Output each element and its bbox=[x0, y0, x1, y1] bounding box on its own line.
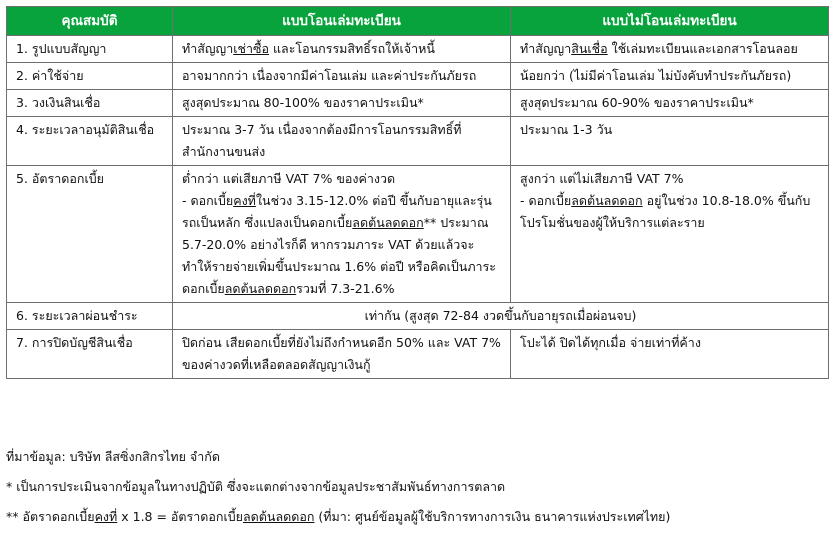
comparison-table bbox=[6, 6, 829, 379]
cell-text: และโอนกรรมสิทธิ์รถให้เจ้าหนี้ bbox=[269, 41, 435, 56]
cell-text: ทำสัญญา bbox=[182, 41, 234, 56]
cell-paragraph bbox=[182, 190, 501, 300]
header-transfer: แบบโอนเล่มทะเบียน bbox=[173, 7, 511, 36]
row-transfer-cell bbox=[173, 36, 511, 63]
row-transfer-cell: อาจมากกว่า เนื่องจากมีค่าโอนเล่ม และค่าประกันภัยรถ bbox=[173, 63, 511, 90]
underlined-term: ลดต้นลดดอก bbox=[352, 215, 424, 230]
table-row bbox=[7, 90, 829, 117]
header-feature: คุณสมบัติ bbox=[7, 7, 173, 36]
cell-text: อยู่ในช่วง 10.8-18.0% ขึ้นกับโปรโมชั่นของผู้ให้บริการแต่ละราย bbox=[520, 193, 811, 230]
cell-paragraph: ต่ำกว่า แต่เสียภาษี VAT 7% ของค่างวด bbox=[182, 171, 396, 186]
row-no-transfer-cell: โปะได้ ปิดได้ทุกเมื่อ จ่ายเท่าที่ค้าง bbox=[511, 330, 829, 379]
cell-text: - ดอกเบี้ย bbox=[182, 193, 234, 208]
row-feature: 6. ระยะเวลาผ่อนชำระ bbox=[7, 303, 173, 330]
double-star-note bbox=[6, 508, 832, 526]
table-row bbox=[7, 330, 829, 379]
source-note: ที่มาข้อมูล: บริษัท ลีสซิ่งกสิกรไทย จำกัด bbox=[6, 449, 220, 464]
row-transfer-cell: ปิดก่อน เสียดอกเบี้ยที่ยังไม่ถึงกำหนดอีก 50% และ VAT 7% ของค่างวดที่เหลือตลอดสัญญาเงินกู้ bbox=[173, 330, 511, 379]
note-text: ** อัตราดอกเบี้ย bbox=[6, 509, 95, 524]
underlined-term: เช่าซื้อ bbox=[233, 41, 269, 56]
underlined-term: สินเชื่อ bbox=[571, 41, 608, 56]
row-transfer-cell: สูงสุดประมาณ 80-100% ของราคาประเมิน* bbox=[173, 90, 511, 117]
row-feature: 3. วงเงินสินเชื่อ bbox=[7, 90, 173, 117]
note-text: x 1.8 = อัตราดอกเบี้ย bbox=[117, 509, 244, 524]
row-feature: 7. การปิดบัญชีสินเชื่อ bbox=[7, 330, 173, 379]
row-transfer-cell bbox=[173, 166, 511, 303]
underlined-term: ลดต้นลดดอก bbox=[224, 281, 297, 296]
header-no-transfer: แบบไม่โอนเล่มทะเบียน bbox=[511, 7, 829, 36]
row-no-transfer-cell bbox=[511, 166, 829, 303]
table-row bbox=[7, 303, 829, 330]
row-merged-cell: เท่ากัน (สูงสุด 72-84 งวดขึ้นกับอายุรถเมื่อผ่อนจบ) bbox=[173, 303, 829, 330]
cell-text: - ดอกเบี้ย bbox=[520, 193, 572, 208]
cell-text: ในช่วง 3.15-12.0% ต่อปี ขึ้นกับอายุและรุ่นรถเป็นหลัก ซึ่งแปลงเป็นดอกเบี้ย bbox=[182, 193, 492, 230]
row-no-transfer-cell bbox=[511, 36, 829, 63]
row-feature: 2. ค่าใช้จ่าย bbox=[7, 63, 173, 90]
cell-text: รวมที่ 7.3-21.6% bbox=[296, 281, 395, 296]
table-row bbox=[7, 63, 829, 90]
note-text: (ที่มา: ศูนย์ข้อมูลผู้ใช้บริการทางการเงิน ธนาคารแห่งประเทศไทย) bbox=[314, 509, 671, 524]
table-row bbox=[7, 117, 829, 166]
cell-text: ทำสัญญา bbox=[520, 41, 572, 56]
footnotes bbox=[6, 448, 832, 538]
table-row bbox=[7, 166, 829, 303]
underlined-term: ลดต้นลดดอก bbox=[571, 193, 643, 208]
underlined-term: คงที่ bbox=[233, 193, 256, 208]
row-feature: 1. รูปแบบสัญญา bbox=[7, 36, 173, 63]
row-no-transfer-cell: ประมาณ 1-3 วัน bbox=[511, 117, 829, 166]
row-no-transfer-cell: สูงสุดประมาณ 60-90% ของราคาประเมิน* bbox=[511, 90, 829, 117]
cell-text: ใช้เล่มทะเบียนและเอกสารโอนลอย bbox=[607, 41, 798, 56]
cell-text: ** ประมาณ 5.7-20.0% อย่างไรก็ดี หากรวมภาระ VAT ด้วยแล้วจะทำให้รายจ่ายเพิ่มขึ้นประมาณ 1.6% ต่อปี หรือคิดเป็นภาระดอกเบี้ย bbox=[182, 215, 497, 296]
star-note: * เป็นการประเมินจากข้อมูลในทางปฏิบัติ ซึ่งจะแตกต่างจากข้อมูลประชาสัมพันธ์ทางการตลาด bbox=[6, 479, 506, 494]
row-feature: 5. อัตราดอกเบี้ย bbox=[7, 166, 173, 303]
underlined-term: ลดต้นลดดอก bbox=[243, 509, 315, 524]
table-row bbox=[7, 36, 829, 63]
cell-paragraph bbox=[520, 190, 819, 234]
row-no-transfer-cell: น้อยกว่า (ไม่มีค่าโอนเล่ม ไม่บังคับทำประกันภัยรถ) bbox=[511, 63, 829, 90]
row-feature: 4. ระยะเวลาอนุมัติสินเชื่อ bbox=[7, 117, 173, 166]
row-transfer-cell: ประมาณ 3-7 วัน เนื่องจากต้องมีการโอนกรรมสิทธิ์ที่สำนักงานขนส่ง bbox=[173, 117, 511, 166]
underlined-term: คงที่ bbox=[94, 509, 118, 524]
cell-paragraph: สูงกว่า แต่ไม่เสียภาษี VAT 7% bbox=[520, 171, 684, 186]
table-header-row bbox=[7, 7, 829, 36]
